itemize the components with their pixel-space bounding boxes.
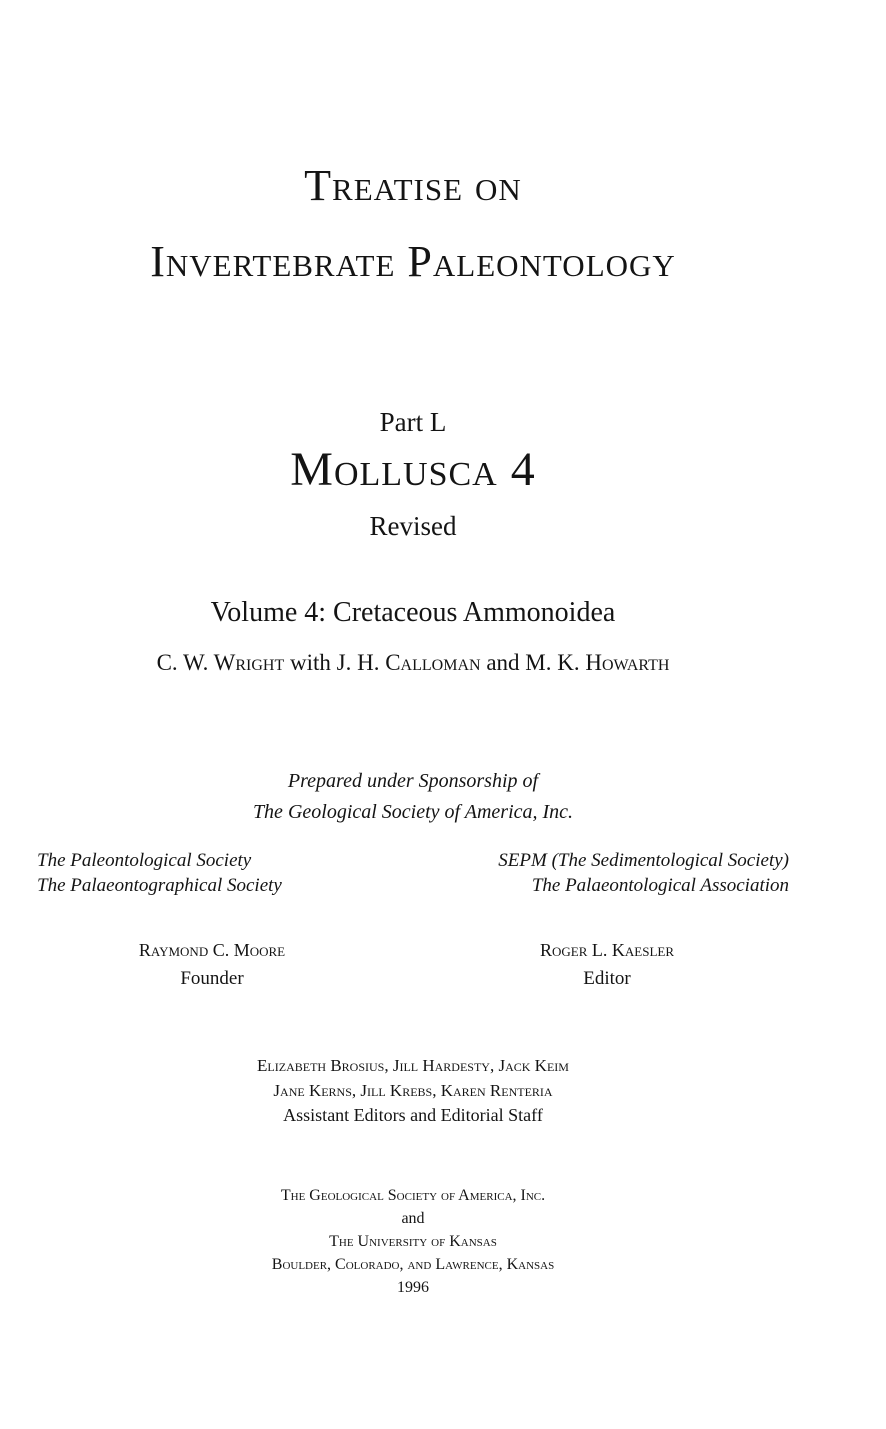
staff-names-line-2: Jane Kerns, Jill Krebs, Karen Renteria [273,1081,553,1100]
publication-year: 1996 [397,1279,429,1296]
series-title-line-1: Treatise on [304,161,522,210]
author-wright: C. W. Wright [156,650,285,675]
society-left-1: The Paleontological Society [37,850,252,871]
editor-role: Editor [583,968,631,989]
sponsorship-line-2: The Geological Society of America, Inc. [252,801,574,823]
society-left-2: The Palaeontographical Society [37,875,282,896]
sponsorship-line-1: Prepared under Sponsorship of [287,770,539,792]
editor-name: Roger L. Kaesler [540,940,674,960]
publisher-block [0,1184,826,1299]
author-howarth: M. K. Howarth [525,650,670,675]
part-title: Mollusca 4 [290,443,536,496]
society-right-1: SEPM (The Sedimentological Society) [498,850,789,871]
publisher-line-1: The Geological Society of America, Inc. [280,1187,546,1204]
publisher-line-3: The University of Kansas [329,1233,497,1250]
authors-joiner-with: with [290,650,331,675]
part-label: Part L [379,407,447,437]
society-right-2: The Palaeontological Association [531,875,789,896]
editorial-staff [0,1053,826,1128]
authors-line [0,650,826,676]
volume-title: Volume 4: Cretaceous Ammonoidea [210,597,616,628]
founder-name: Raymond C. Moore [138,940,286,960]
authors-joiner-and: and [486,650,520,675]
author-calloman: J. H. Calloman [336,650,481,675]
publisher-line-2: and [401,1210,425,1227]
editor-block [487,938,727,994]
staff-role: Assistant Editors and Editorial Staff [283,1105,543,1125]
founder-role: Founder [180,968,244,989]
staff-names-line-1: Elizabeth Brosius, Jill Hardesty, Jack Keim [257,1056,569,1075]
publisher-line-4: Boulder, Colorado, and Lawrence, Kansas [271,1256,555,1273]
series-title-line-2: Invertebrate Paleontology [150,237,676,286]
part-status: Revised [369,511,457,541]
founder-block [92,938,332,994]
